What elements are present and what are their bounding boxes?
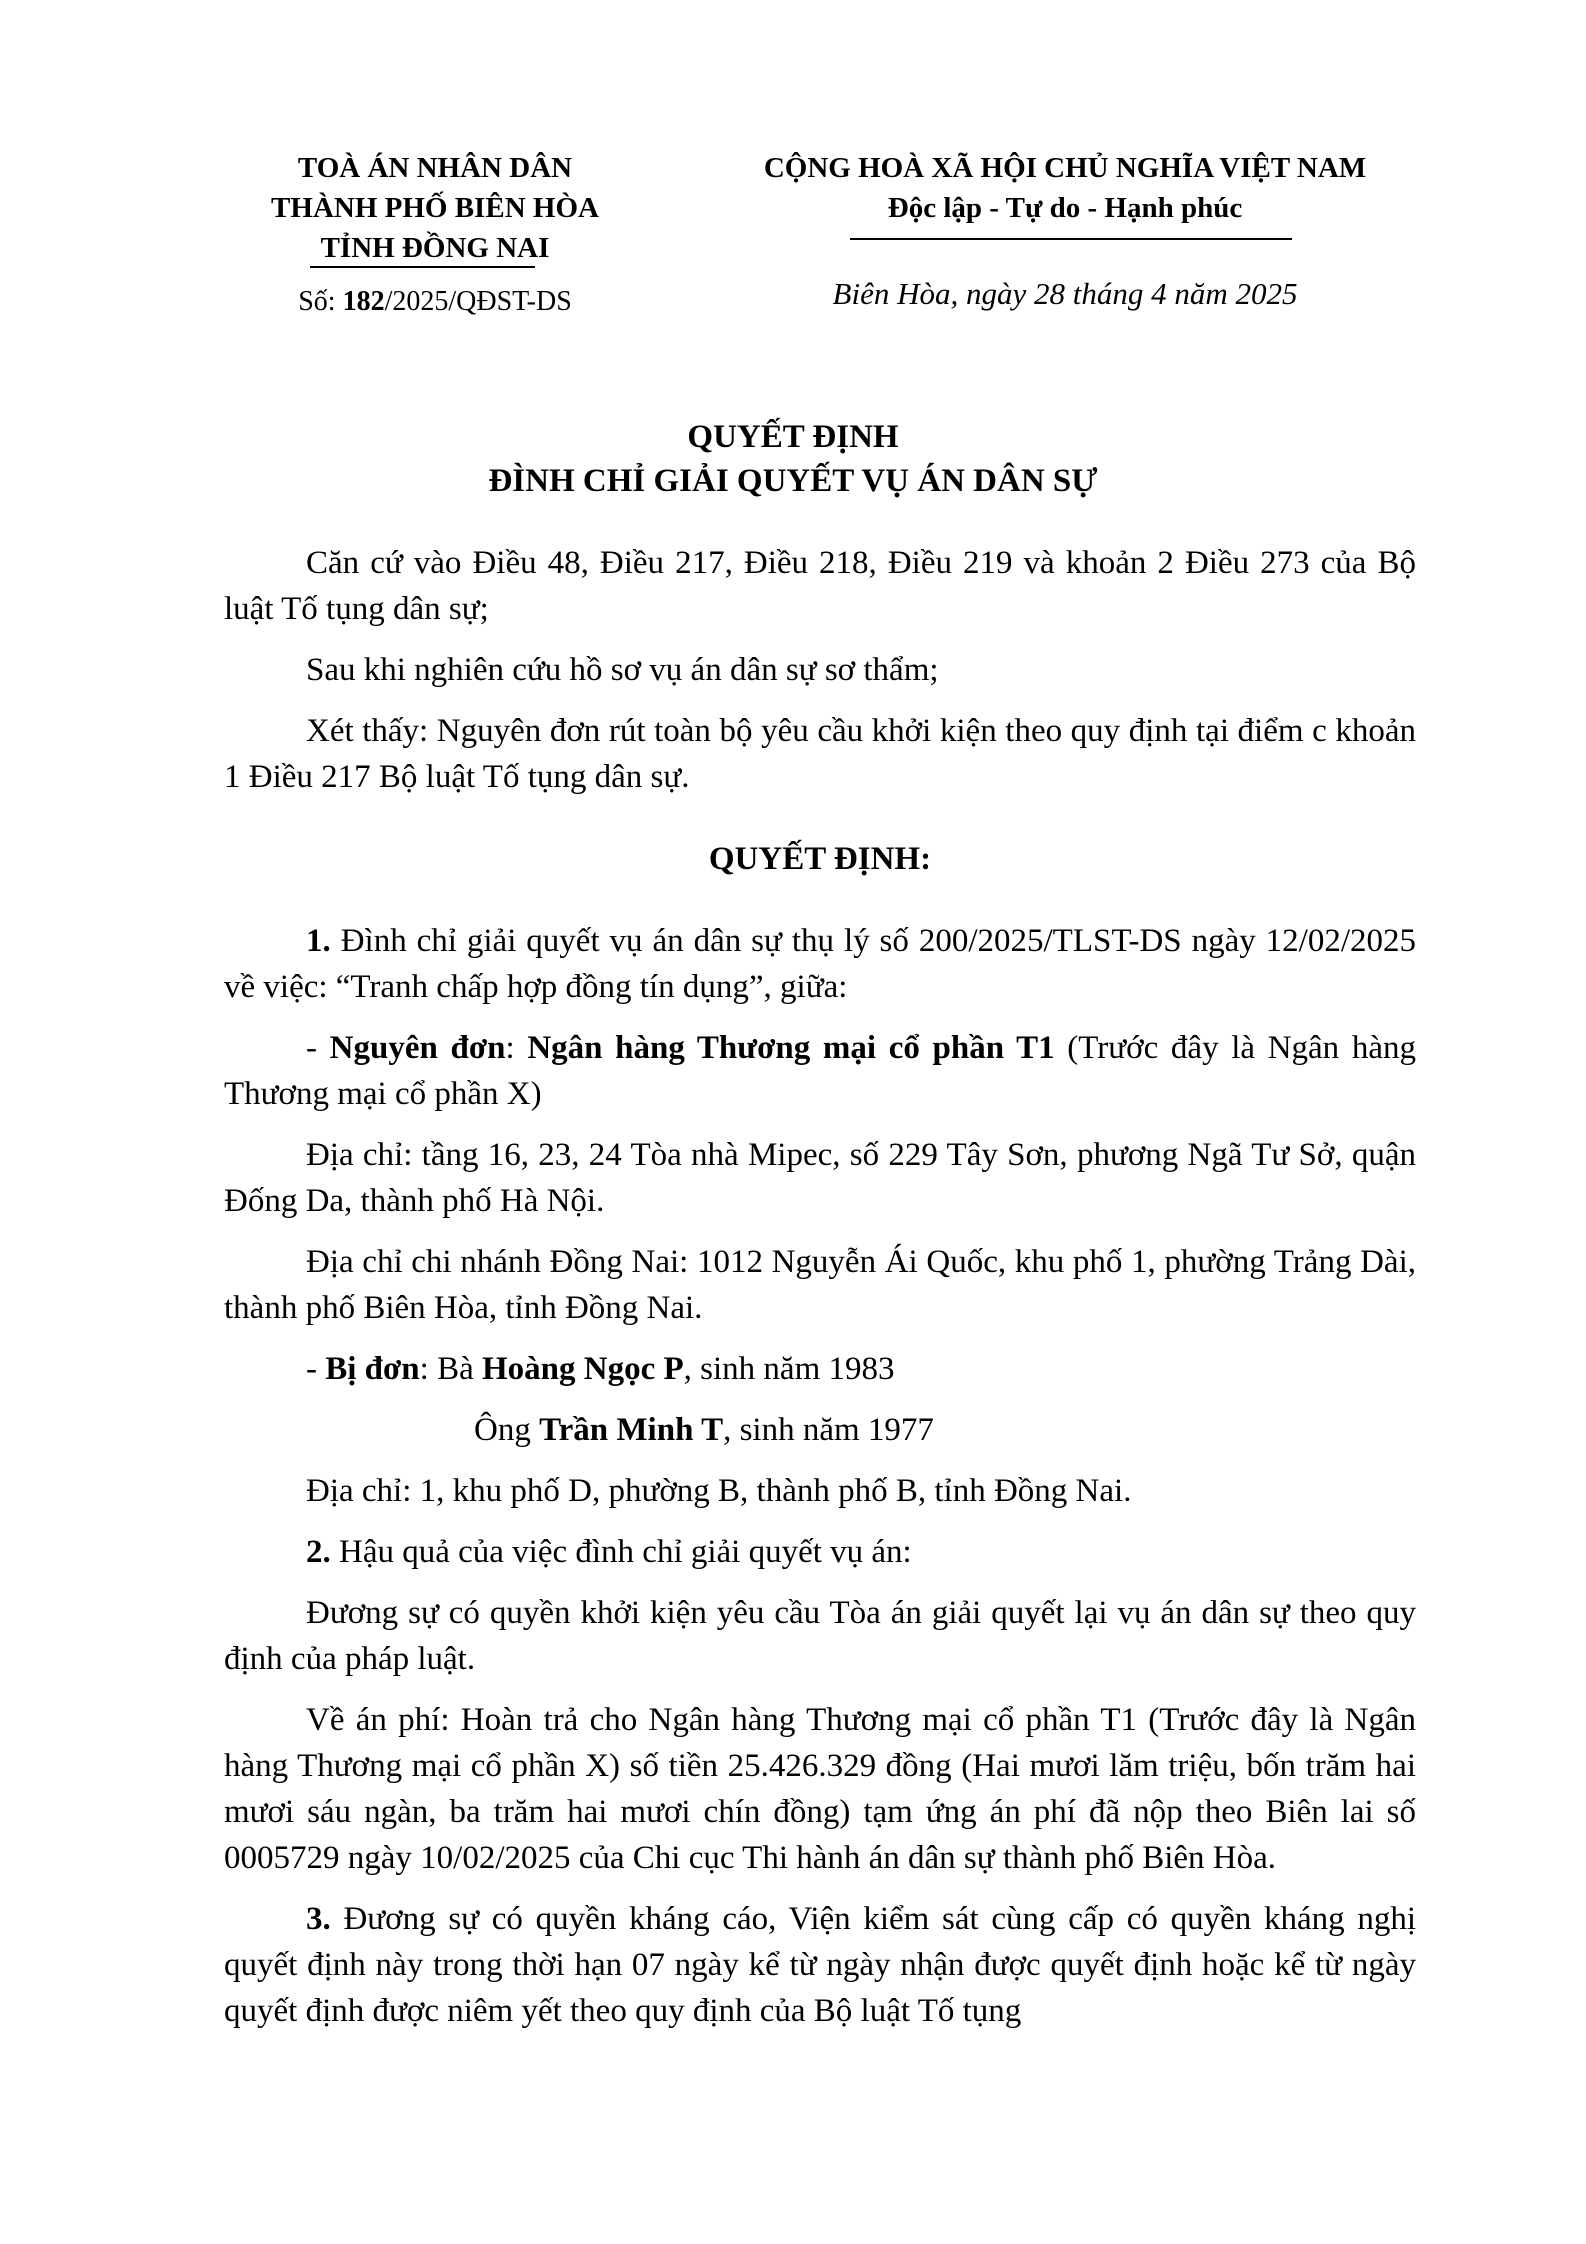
defendant-2-birth: , sinh năm 1977 (723, 1412, 934, 1448)
court-header (210, 148, 660, 268)
defendant-1-name: Hoàng Ngọc P (482, 1351, 684, 1387)
item-1 (224, 918, 1416, 1010)
plaintiff-branch-address: Địa chỉ chi nhánh Đồng Nai: 1012 Nguyễn Ái Quốc, khu phố 1, phường Trảng Dài, thành phố Biên Hòa, tỉnh Đồng Nai. (224, 1244, 1416, 1326)
plaintiff-address: Địa chỉ: tầng 16, 23, 24 Tòa nhà Mipec, số 229 Tây Sơn, phương Ngã Tư Sở, quận Đống Da, thành phố Hà Nội. (224, 1137, 1416, 1219)
item-1-number: 1. (306, 923, 331, 959)
item-2-text: Hậu quả của việc đình chỉ giải quyết vụ án: (330, 1534, 912, 1570)
document-title: QUYẾT ĐỊNH (687, 419, 899, 455)
defendant-1-birth: , sinh năm 1983 (683, 1351, 895, 1387)
doc-no-bold: 182 (342, 286, 385, 317)
doc-no-prefix: Số: (298, 286, 343, 317)
item-2-number: 2. (306, 1534, 331, 1570)
defendant-2 (224, 1407, 1416, 1453)
defendant-2-name: Trần Minh T (539, 1412, 724, 1448)
plaintiff-note: (Trước đây là Ngân hàng Thương mại cổ phần X) (224, 1030, 1416, 1112)
document-subtitle: ĐÌNH CHỈ GIẢI QUYẾT VỤ ÁN DÂN SỰ (488, 463, 1098, 499)
item-1-text: Đình chỉ giải quyết vụ án dân sự thụ lý số 200/2025/TLST-DS ngày 12/02/2025 về việc: “Tranh chấp hợp đồng tín dụng”, giữa: (224, 923, 1416, 1005)
defendant-address: Địa chỉ: 1, khu phố D, phường B, thành phố B, tỉnh Đồng Nai. (306, 1473, 1132, 1509)
plaintiff-name: Ngân hàng Thương mại cổ phần T1 (527, 1030, 1055, 1066)
republic-name: CỘNG HOÀ XÃ HỘI CHỦ NGHĨA VIỆT NAM (763, 152, 1367, 184)
defendant-dash: - (306, 1351, 326, 1387)
item-3 (224, 1896, 1416, 2034)
court-fee-paragraph: Về án phí: Hoàn trả cho Ngân hàng Thương mại cổ phần T1 (Trước đây là Ngân hàng Thương mại cổ phần X) số tiền 25.426.329 đồng (Hai mươi lăm triệu, bốn trăm hai mươi sáu ngàn, ba trăm hai mươi chín đồng) tạm ứng án phí đã nộp theo Biên lai số 0005729 ngày 10/02/2025 của Chi cục Thi hành án dân sự thành phố Biên Hòa. (224, 1702, 1416, 1876)
defendant-1 (224, 1346, 1416, 1392)
item-2 (224, 1529, 1416, 1575)
plaintiff (224, 1025, 1416, 1117)
republic-header (670, 148, 1460, 228)
court-province-line: TỈNH ĐỒNG NAI (320, 232, 550, 264)
republic-motto: Độc lập - Tự do - Hạnh phúc (887, 192, 1243, 224)
defendant-colon: : Bà (419, 1351, 482, 1387)
item-3-number: 3. (306, 1901, 331, 1937)
doc-no-suffix: /2025/QĐST-DS (384, 286, 572, 317)
review-statement: Sau khi nghiên cứu hồ sơ vụ án dân sự sơ thẩm; (306, 652, 939, 688)
plaintiff-dash: - (306, 1030, 330, 1066)
plaintiff-label: Nguyên đơn (329, 1030, 506, 1066)
finding-statement: Xét thấy: Nguyên đơn rút toàn bộ yêu cầu khởi kiện theo quy định tại điểm c khoản 1 Điều 217 Bộ luật Tố tụng dân sự. (224, 713, 1416, 795)
decision-heading: QUYẾT ĐỊNH: (708, 841, 932, 877)
defendant-2-prefix: Ông (474, 1412, 540, 1448)
consequence-paragraph: Đương sự có quyền khởi kiện yêu cầu Tòa án giải quyết lại vụ án dân sự theo quy định của pháp luật. (224, 1595, 1416, 1677)
document-body (224, 540, 1416, 2049)
court-header-underline (310, 266, 535, 268)
defendant-label: Bị đơn (325, 1351, 420, 1387)
document-number (210, 286, 660, 318)
motto-underline (850, 238, 1292, 240)
court-name-line: TOÀ ÁN NHÂN DÂN (297, 152, 573, 184)
place-date: Biên Hòa, ngày 28 tháng 4 năm 2025 (832, 276, 1298, 311)
legal-basis: Căn cứ vào Điều 48, Điều 217, Điều 218, Điều 219 và khoản 2 Điều 273 của Bộ luật Tố tụng dân sự; (224, 545, 1416, 627)
court-city-line: THÀNH PHỐ BIÊN HÒA (271, 192, 599, 224)
item-3-text: Đương sự có quyền kháng cáo, Viện kiểm sát cùng cấp có quyền kháng nghị quyết định này trong thời hạn 07 ngày kể từ ngày nhận được quyết định hoặc kể từ ngày quyết định được niêm yết theo quy định của Bộ luật Tố tụng (224, 1901, 1416, 2029)
plaintiff-colon: : (505, 1030, 528, 1066)
